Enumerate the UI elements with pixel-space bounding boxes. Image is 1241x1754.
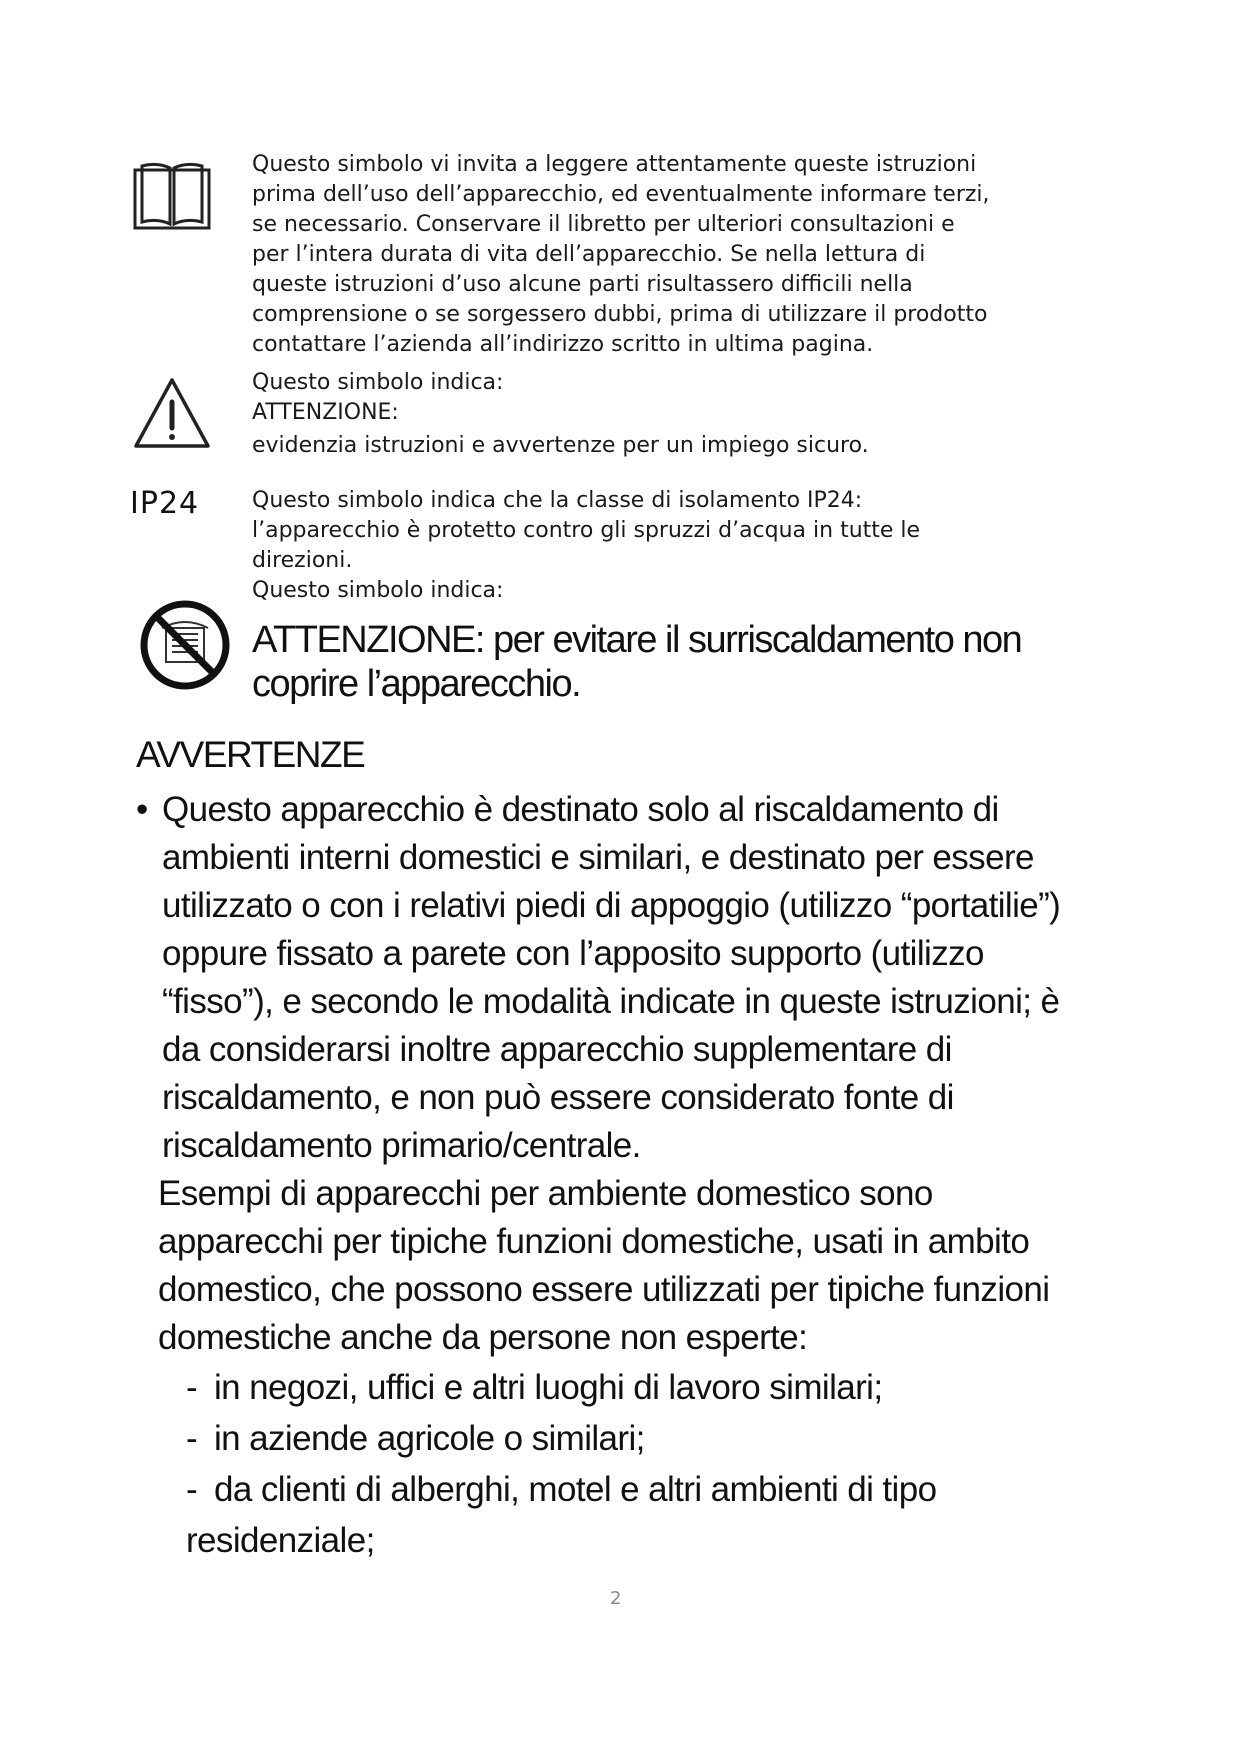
examples-paragraph <box>136 1170 1116 1362</box>
ip24-description <box>252 486 920 606</box>
list-item <box>186 1413 1116 1464</box>
paragraph-line: da considerarsi inoltre apparecchio supplementare di <box>162 1030 952 1069</box>
manual-line: prima dell’uso dell’apparecchio, ed eventualmente informare terzi, <box>252 182 990 207</box>
ip24-line: Questo simbolo indica: <box>252 578 504 603</box>
paragraph-line: domestico, che possono essere utilizzati per tipiche funzioni <box>158 1270 1050 1309</box>
section-heading: AVVERTENZE <box>136 734 365 775</box>
paragraph-line: apparecchi per tipiche funzioni domestiche, usati in ambito <box>158 1222 1030 1261</box>
do-not-cover-line: coprire l’apparecchio. <box>252 663 581 705</box>
paragraph-line: utilizzato o con i relativi piedi di appoggio (utilizzo “portatilie”) <box>162 886 1061 925</box>
manual-line: contattare l’azienda all’indirizzo scritto in ultima pagina. <box>252 332 874 357</box>
warning-bullet-item <box>136 786 1116 1170</box>
list-dash: - <box>186 1368 198 1407</box>
warning-line: evidenzia istruzioni e avvertenze per un impiego sicuro. <box>252 433 869 458</box>
ip24-label: IP24 <box>130 486 200 521</box>
examples-list <box>136 1362 1116 1566</box>
warning-line: ATTENZIONE: <box>252 400 399 425</box>
ip24-line: l’apparecchio è protetto contro gli spruzzi d’acqua in tutte le <box>252 518 921 543</box>
paragraph-line: oppure fissato a parete con l’apposito supporto (utilizzo <box>162 934 984 973</box>
paragraph-line: riscaldamento primario/centrale. <box>162 1126 641 1165</box>
list-item <box>186 1362 1116 1413</box>
page-number: 2 <box>610 1588 622 1609</box>
manual-line: comprensione o se sorgessero dubbi, prima di utilizzare il prodotto <box>252 302 988 327</box>
list-dash: - <box>186 1470 198 1509</box>
warning-line: Questo simbolo indica: <box>252 370 504 395</box>
do-not-cover-icon <box>138 598 232 696</box>
paragraph-line: domestiche anche da persone non esperte: <box>158 1318 808 1357</box>
warning-triangle-icon <box>132 376 212 454</box>
manual-symbol-description <box>252 150 990 360</box>
list-item-text: da clienti di alberghi, motel e altri ambienti di tipo <box>214 1470 937 1509</box>
manual-line: se necessario. Conservare il libretto per ulteriori consultazioni e <box>252 212 955 237</box>
list-item <box>186 1464 1116 1515</box>
manual-line: queste istruzioni d’uso alcune parti risultassero difficili nella <box>252 272 913 297</box>
manual-line: per l’intera durata di vita dell’apparecchio. Se nella lettura di <box>252 242 926 267</box>
paragraph-line: Questo apparecchio è destinato solo al riscaldamento di <box>162 790 999 829</box>
do-not-cover-warning <box>252 618 1132 706</box>
list-item-text: in aziende agricole o similari; <box>214 1419 645 1458</box>
paragraph-line: Esempi di apparecchi per ambiente domestico sono <box>158 1174 933 1213</box>
manual-line: Questo simbolo vi invita a leggere attentamente queste istruzioni <box>252 152 977 177</box>
warnings-body <box>136 786 1116 1566</box>
list-dash: - <box>186 1419 198 1458</box>
do-not-cover-line: ATTENZIONE: per evitare il surriscaldamento non <box>252 619 1022 661</box>
paragraph-line: “fisso”), e secondo le modalità indicate in queste istruzioni; è <box>162 982 1060 1021</box>
paragraph-line: riscaldamento, e non può essere considerato fonte di <box>162 1078 954 1117</box>
paragraph-line: ambienti interni domestici e similari, e destinato per essere <box>162 838 1034 877</box>
list-item-text: in negozi, uffici e altri luoghi di lavoro similari; <box>214 1368 883 1407</box>
list-item-continuation: residenziale; <box>186 1521 375 1560</box>
warning-symbol-description <box>252 368 869 461</box>
ip24-line: direzioni. <box>252 548 353 573</box>
manual-book-icon <box>132 160 212 236</box>
bullet-glyph: • <box>136 790 148 829</box>
ip24-line: Questo simbolo indica che la classe di isolamento IP24: <box>252 488 863 513</box>
